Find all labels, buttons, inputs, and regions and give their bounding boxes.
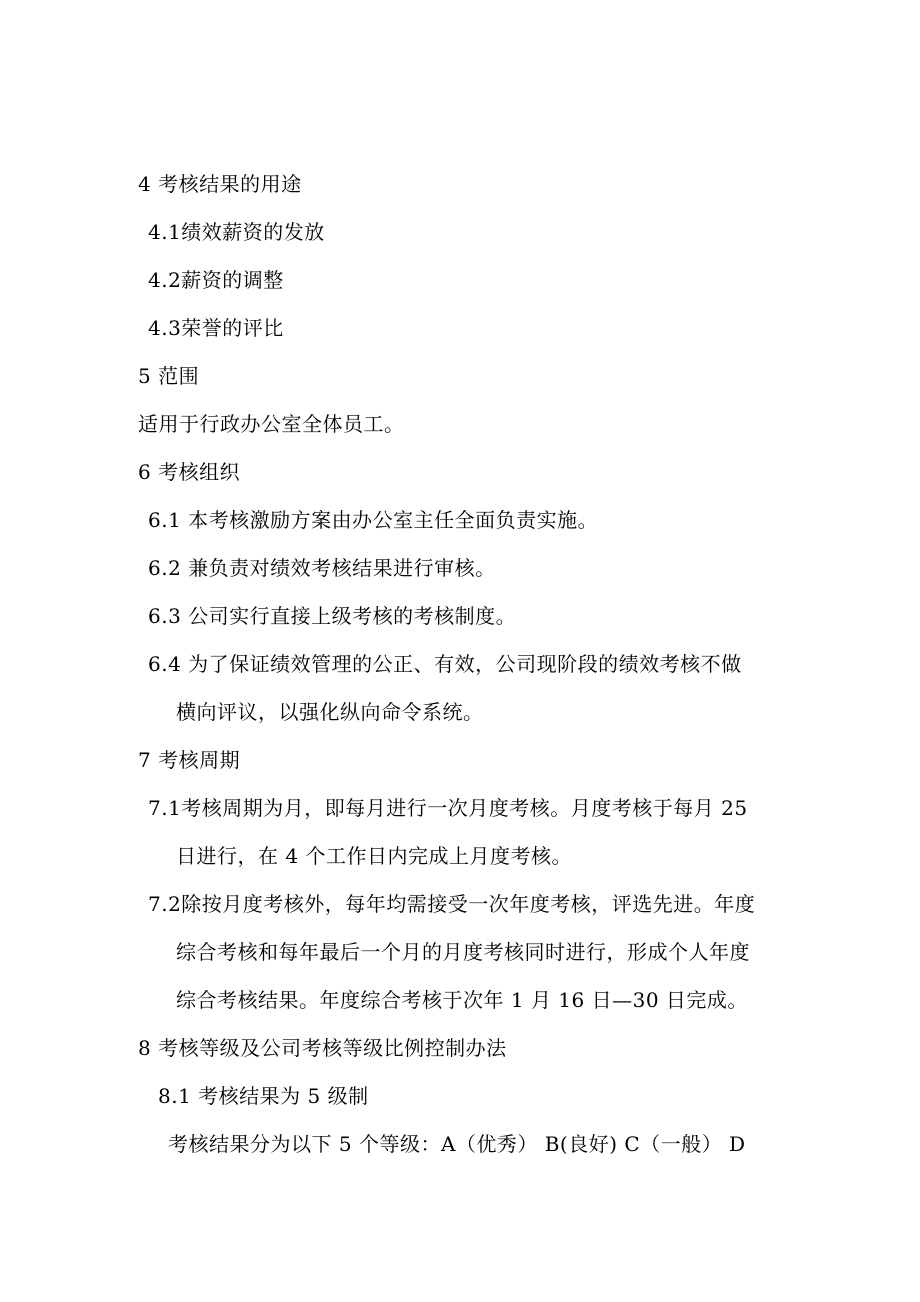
- section-5-text: 适用于行政办公室全体员工。: [138, 412, 405, 436]
- item-6-4-continued: 横向评议，以强化纵向命令系统。: [176, 700, 484, 724]
- item-4-3: 4.3荣誉的评比: [148, 316, 284, 340]
- item-8-1-text: 考核结果分为以下 5 个等级：A（优秀） B(良好) C（一般） D: [168, 1132, 746, 1156]
- item-7-1-continued: 日进行，在 4 个工作日内完成上月度考核。: [176, 844, 572, 868]
- item-7-2: 7.2除按月度考核外，每年均需接受一次年度考核，评选先进。年度: [148, 892, 756, 916]
- item-6-4: 6.4 为了保证绩效管理的公正、有效，公司现阶段的绩效考核不做: [148, 652, 742, 676]
- section-4-heading: 4 考核结果的用途: [138, 172, 302, 196]
- item-8-1: 8.1 考核结果为 5 级制: [158, 1084, 369, 1108]
- section-7-heading: 7 考核周期: [138, 748, 241, 772]
- item-6-1: 6.1 本考核激励方案由办公室主任全面负责实施。: [148, 508, 599, 532]
- section-6-heading: 6 考核组织: [138, 460, 241, 484]
- section-8-heading: 8 考核等级及公司考核等级比例控制办法: [138, 1036, 507, 1060]
- item-6-3: 6.3 公司实行直接上级考核的考核制度。: [148, 604, 517, 628]
- item-7-2-continued-1: 综合考核和每年最后一个月的月度考核同时进行，形成个人年度: [176, 940, 750, 964]
- item-7-1: 7.1考核周期为月，即每月进行一次月度考核。月度考核于每月 25: [148, 796, 748, 820]
- section-5-heading: 5 范围: [138, 364, 200, 388]
- item-7-2-continued-2: 综合考核结果。年度综合考核于次年 1 月 16 日—30 日完成。: [176, 988, 748, 1012]
- item-6-2: 6.2 兼负责对绩效考核结果进行审核。: [148, 556, 496, 580]
- item-4-1: 4.1绩效薪资的发放: [148, 220, 325, 244]
- item-4-2: 4.2薪资的调整: [148, 268, 284, 292]
